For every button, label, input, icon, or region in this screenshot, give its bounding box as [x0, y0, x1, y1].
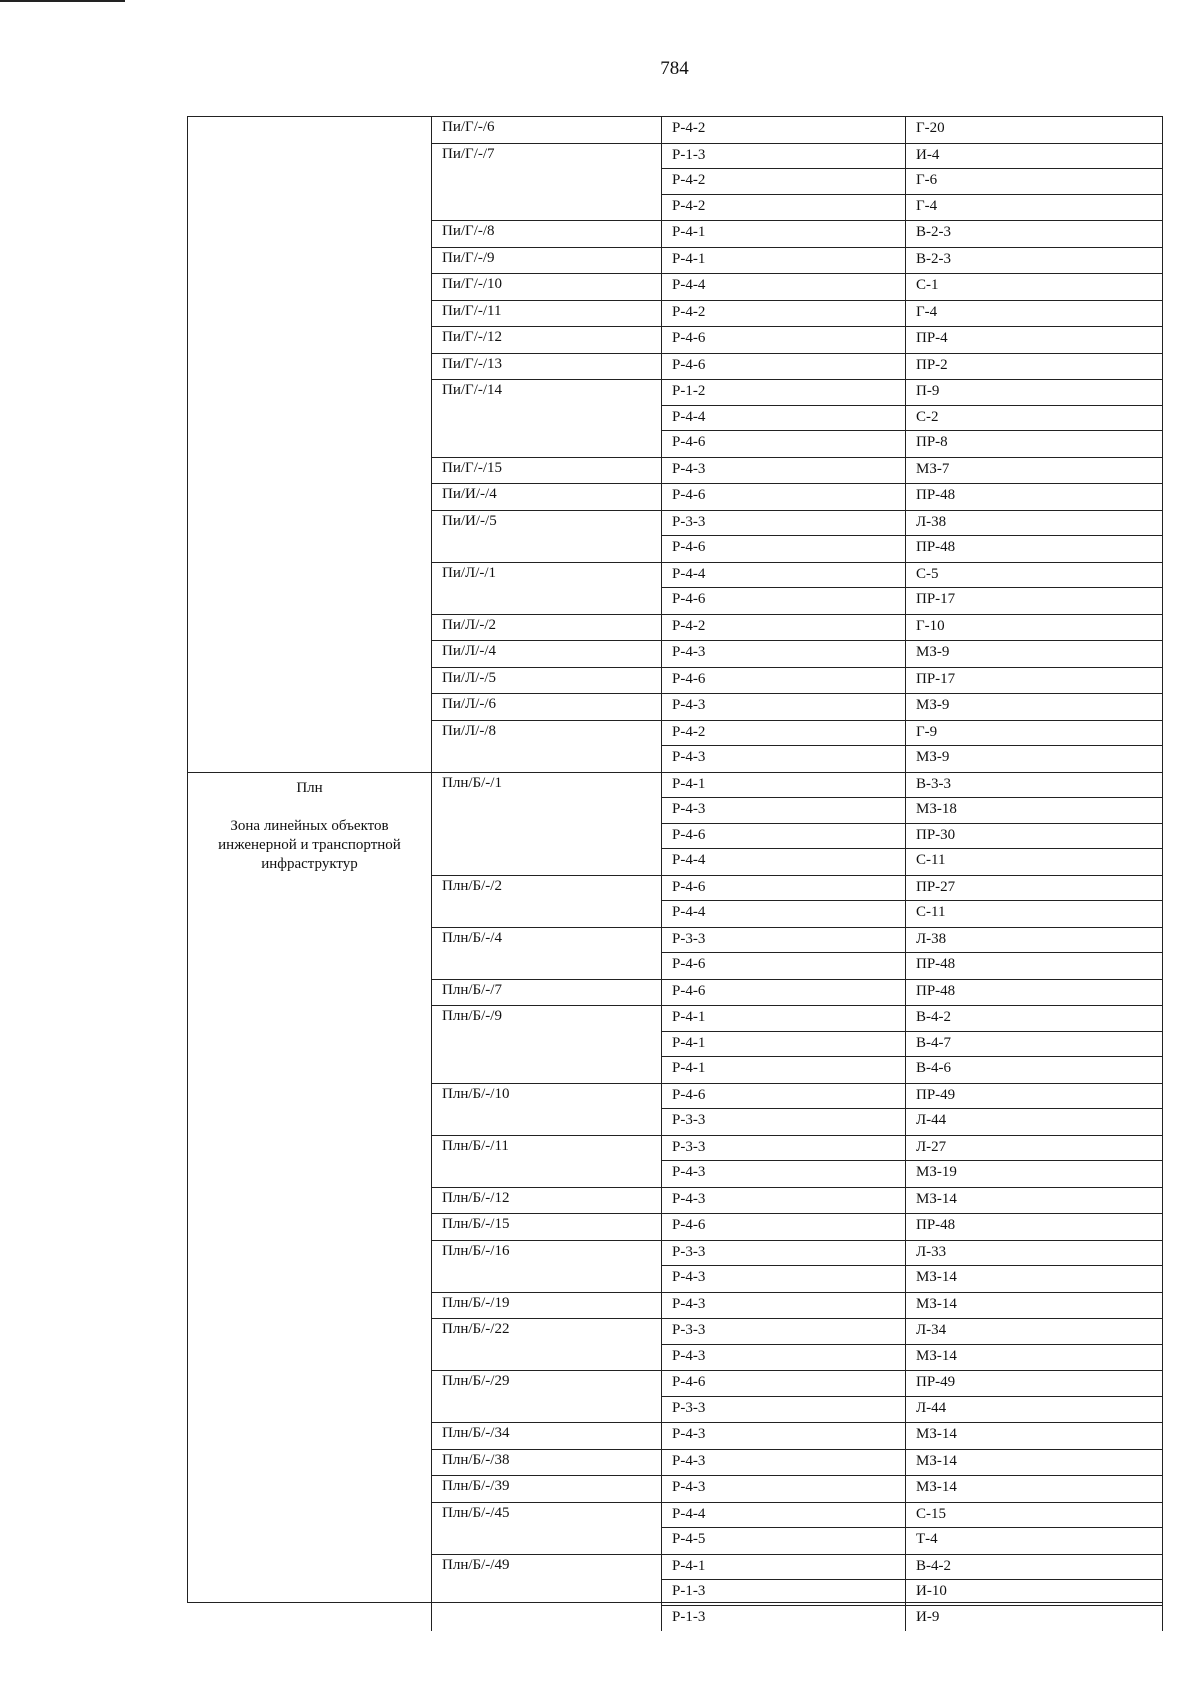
table-row — [662, 615, 1163, 641]
territory-code: МЗ-18 — [906, 798, 1163, 823]
table-row-group — [432, 248, 1163, 275]
table-row — [662, 511, 1163, 537]
zoning-table — [187, 116, 1163, 1625]
territory-code: МЗ-9 — [906, 641, 1163, 667]
table-row-group — [432, 668, 1163, 695]
table-row — [662, 327, 1163, 353]
subzone-code: Пи/Г/-/9 — [432, 248, 662, 274]
table-row-group — [432, 1503, 1163, 1555]
regulation-code: Р-4-2 — [662, 615, 906, 641]
table-row — [662, 849, 1163, 875]
table-row-group — [432, 221, 1163, 248]
table-row — [662, 588, 1163, 614]
regulation-code: Р-1-3 — [662, 1606, 906, 1632]
table-row — [662, 274, 1163, 300]
subzone-code: Пи/Л/-/2 — [432, 615, 662, 641]
zone-cell — [188, 773, 432, 1632]
table-row — [662, 1503, 1163, 1529]
table-row — [662, 1528, 1163, 1554]
territory-code: ПР-4 — [906, 327, 1163, 353]
subzone-code: Плн/Б/-/45 — [432, 1503, 662, 1554]
table-row-group — [432, 1084, 1163, 1136]
table-row — [662, 1161, 1163, 1187]
table-row — [662, 354, 1163, 380]
regulation-code: Р-4-1 — [662, 1057, 906, 1083]
table-row-group — [432, 773, 1163, 876]
table-row-group — [432, 721, 1163, 772]
table-row-group — [432, 380, 1163, 458]
zone-name: Зона линейных объектов инженерной и транспортной инфраструктур — [218, 818, 401, 872]
territory-code: МЗ-14 — [906, 1266, 1163, 1292]
regulation-code: Р-4-3 — [662, 641, 906, 667]
table-row-group — [432, 327, 1163, 354]
table-row-group — [432, 1371, 1163, 1423]
corner-rule — [0, 0, 125, 2]
table-row-group — [432, 1214, 1163, 1241]
subzone-code: Пи/Л/-/8 — [432, 721, 662, 772]
territory-code: МЗ-14 — [906, 1345, 1163, 1371]
territory-code: МЗ-9 — [906, 746, 1163, 772]
regulation-code: Р-4-3 — [662, 1423, 906, 1449]
page-number: 784 — [660, 58, 689, 79]
subzone-code: Плн/Б/-/38 — [432, 1450, 662, 1476]
table-row-group — [432, 1319, 1163, 1371]
territory-code: С-15 — [906, 1503, 1163, 1528]
territory-code: Г-6 — [906, 169, 1163, 194]
table-row-group — [432, 563, 1163, 615]
territory-code: МЗ-14 — [906, 1188, 1163, 1214]
regulation-code: Р-4-4 — [662, 901, 906, 927]
table-row — [662, 1136, 1163, 1162]
territory-code: ПР-48 — [906, 536, 1163, 562]
table-row — [662, 928, 1163, 954]
territory-code: Л-38 — [906, 928, 1163, 953]
table-row — [662, 1319, 1163, 1345]
subzone-code: Пи/Г/-/7 — [432, 144, 662, 221]
regulation-code: Р-4-6 — [662, 354, 906, 380]
regulation-code: Р-1-2 — [662, 380, 906, 405]
subzone-code: Плн/Б/-/9 — [432, 1006, 662, 1083]
regulation-code: Р-3-3 — [662, 1319, 906, 1344]
territory-code: Л-44 — [906, 1109, 1163, 1135]
table-row — [662, 1214, 1163, 1240]
territory-code: МЗ-14 — [906, 1476, 1163, 1502]
table-row-group — [432, 511, 1163, 563]
regulation-code: Р-4-1 — [662, 1032, 906, 1057]
territory-code: Г-9 — [906, 721, 1163, 746]
table-row — [662, 1580, 1163, 1606]
territory-code: И-4 — [906, 144, 1163, 169]
table-row — [662, 1032, 1163, 1058]
territory-code: П-9 — [906, 380, 1163, 405]
table-row-group — [432, 1555, 1163, 1632]
regulation-code: Р-4-4 — [662, 1503, 906, 1528]
regulation-code: Р-4-6 — [662, 876, 906, 901]
subzone-code: Пи/Л/-/5 — [432, 668, 662, 694]
table-row — [662, 721, 1163, 747]
subzone-code: Пи/Г/-/12 — [432, 327, 662, 353]
territory-code: В-3-3 — [906, 773, 1163, 798]
regulation-code: Р-4-3 — [662, 1450, 906, 1476]
table-row — [662, 380, 1163, 406]
territory-code: Л-44 — [906, 1397, 1163, 1423]
regulation-code: Р-4-2 — [662, 169, 906, 194]
regulation-code: Р-4-3 — [662, 1293, 906, 1319]
territory-code: С-11 — [906, 849, 1163, 875]
territory-code: Л-34 — [906, 1319, 1163, 1344]
table-row-group — [432, 1136, 1163, 1188]
table-row — [662, 824, 1163, 850]
table-row — [662, 117, 1163, 143]
table-row-group — [432, 1476, 1163, 1503]
table-row-group — [432, 928, 1163, 980]
subzone-code: Плн/Б/-/49 — [432, 1555, 662, 1632]
territory-code: МЗ-9 — [906, 694, 1163, 720]
table-row — [662, 1006, 1163, 1032]
table-row-group — [432, 1423, 1163, 1450]
table-row — [662, 1476, 1163, 1502]
regulation-code: Р-3-3 — [662, 928, 906, 953]
territory-code: МЗ-14 — [906, 1450, 1163, 1476]
table-row — [662, 1266, 1163, 1292]
regulation-code: Р-3-3 — [662, 1136, 906, 1161]
subzone-code: Плн/Б/-/34 — [432, 1423, 662, 1449]
table-row — [662, 221, 1163, 247]
territory-code: МЗ-7 — [906, 458, 1163, 484]
regulation-code: Р-4-6 — [662, 824, 906, 849]
table-row — [662, 301, 1163, 327]
regulation-code: Р-1-3 — [662, 144, 906, 169]
territory-code: И-9 — [906, 1606, 1163, 1632]
territory-code: ПР-2 — [906, 354, 1163, 380]
table-row — [662, 773, 1163, 799]
regulation-code: Р-4-3 — [662, 1266, 906, 1292]
territory-code: ПР-49 — [906, 1084, 1163, 1109]
table-row-group — [432, 615, 1163, 642]
subzone-code: Плн/Б/-/29 — [432, 1371, 662, 1422]
table-row-group — [432, 876, 1163, 928]
regulation-code: Р-4-6 — [662, 980, 906, 1006]
regulation-code: Р-4-6 — [662, 536, 906, 562]
regulation-code: Р-4-3 — [662, 1345, 906, 1371]
territory-code: Л-27 — [906, 1136, 1163, 1161]
table-row — [662, 484, 1163, 510]
regulation-code: Р-3-3 — [662, 1241, 906, 1266]
regulation-code: Р-4-6 — [662, 588, 906, 614]
territory-code: МЗ-14 — [906, 1423, 1163, 1449]
regulation-code: Р-4-6 — [662, 1214, 906, 1240]
territory-code: В-4-6 — [906, 1057, 1163, 1083]
table-row — [662, 458, 1163, 484]
subzone-code: Пи/Г/-/6 — [432, 117, 662, 143]
regulation-code: Р-4-3 — [662, 1188, 906, 1214]
territory-code: Г-20 — [906, 117, 1163, 143]
table-row — [662, 1293, 1163, 1319]
regulation-code: Р-1-3 — [662, 1580, 906, 1605]
territory-code: С-2 — [906, 406, 1163, 431]
regulation-code: Р-4-4 — [662, 406, 906, 431]
regulation-code: Р-4-4 — [662, 274, 906, 300]
table-row — [662, 980, 1163, 1006]
zone-row — [188, 117, 1163, 773]
table-row — [662, 1057, 1163, 1083]
table-row-group — [432, 694, 1163, 721]
territory-code: Г-4 — [906, 301, 1163, 327]
regulation-code: Р-4-6 — [662, 327, 906, 353]
regulation-code: Р-4-6 — [662, 953, 906, 979]
regulation-code: Р-4-1 — [662, 1006, 906, 1031]
subzone-code: Пи/Г/-/10 — [432, 274, 662, 300]
table-row-group — [432, 1188, 1163, 1215]
table-row — [662, 1188, 1163, 1214]
table-row-group — [432, 980, 1163, 1007]
territory-code: В-4-2 — [906, 1555, 1163, 1580]
subzone-code: Плн/Б/-/22 — [432, 1319, 662, 1370]
table-row — [662, 536, 1163, 562]
territory-code: Л-38 — [906, 511, 1163, 536]
table-row — [662, 431, 1163, 457]
regulation-code: Р-4-1 — [662, 221, 906, 247]
regulation-code: Р-4-4 — [662, 563, 906, 588]
regulation-code: Р-3-3 — [662, 511, 906, 536]
table-row — [662, 641, 1163, 667]
territory-code: С-5 — [906, 563, 1163, 588]
table-row — [662, 144, 1163, 170]
regulation-code: Р-4-6 — [662, 1371, 906, 1396]
table-row-group — [432, 641, 1163, 668]
table-row — [662, 1555, 1163, 1581]
table-row — [662, 1423, 1163, 1449]
table-row-group — [432, 1241, 1163, 1293]
subzone-code: Пи/Г/-/15 — [432, 458, 662, 484]
table-row — [662, 1397, 1163, 1423]
table-row — [662, 1371, 1163, 1397]
territory-code: С-1 — [906, 274, 1163, 300]
territory-code: С-11 — [906, 901, 1163, 927]
subzone-code: Пи/Г/-/8 — [432, 221, 662, 247]
table-row-group — [432, 354, 1163, 381]
regulation-code: Р-4-3 — [662, 458, 906, 484]
territory-code: ПР-27 — [906, 876, 1163, 901]
zone-cell — [188, 117, 432, 772]
table-row — [662, 169, 1163, 195]
table-row-group — [432, 274, 1163, 301]
table-row — [662, 694, 1163, 720]
subzone-code: Плн/Б/-/1 — [432, 773, 662, 875]
subzone-code: Пи/И/-/4 — [432, 484, 662, 510]
subzone-code: Пи/И/-/5 — [432, 511, 662, 562]
regulation-code: Р-4-4 — [662, 849, 906, 875]
territory-code: МЗ-19 — [906, 1161, 1163, 1187]
territory-code: ПР-17 — [906, 668, 1163, 694]
table-row — [662, 406, 1163, 432]
territory-code: ПР-17 — [906, 588, 1163, 614]
subzone-code: Плн/Б/-/12 — [432, 1188, 662, 1214]
subzone-code: Пи/Г/-/11 — [432, 301, 662, 327]
zone-code: Плн — [296, 779, 323, 796]
regulation-code: Р-4-1 — [662, 773, 906, 798]
table-row — [662, 1450, 1163, 1476]
subzone-code: Плн/Б/-/4 — [432, 928, 662, 979]
regulation-code: Р-3-3 — [662, 1109, 906, 1135]
territory-code: ПР-30 — [906, 824, 1163, 849]
table-row-group — [432, 144, 1163, 222]
territory-code: И-10 — [906, 1580, 1163, 1605]
table-row-group — [432, 1293, 1163, 1320]
table-row — [662, 1241, 1163, 1267]
subzone-code: Пи/Г/-/14 — [432, 380, 662, 457]
territory-code: В-2-3 — [906, 248, 1163, 274]
table-row — [662, 746, 1163, 772]
territory-code: В-2-3 — [906, 221, 1163, 247]
regulation-code: Р-4-3 — [662, 694, 906, 720]
table-row — [662, 876, 1163, 902]
table-row-group — [432, 117, 1163, 144]
regulation-code: Р-4-6 — [662, 484, 906, 510]
regulation-code: Р-4-1 — [662, 248, 906, 274]
table-row — [662, 563, 1163, 589]
regulation-code: Р-4-3 — [662, 1476, 906, 1502]
table-row-group — [432, 458, 1163, 485]
territory-code: ПР-49 — [906, 1371, 1163, 1396]
table-row-group — [432, 1006, 1163, 1084]
regulation-code: Р-4-2 — [662, 195, 906, 221]
subzone-code: Плн/Б/-/19 — [432, 1293, 662, 1319]
subzone-code: Плн/Б/-/16 — [432, 1241, 662, 1292]
subzone-code: Плн/Б/-/11 — [432, 1136, 662, 1187]
regulation-code: Р-4-5 — [662, 1528, 906, 1554]
regulation-code: Р-4-3 — [662, 798, 906, 823]
subzone-code: Плн/Б/-/39 — [432, 1476, 662, 1502]
table-row-group — [432, 301, 1163, 328]
regulation-code: Р-4-3 — [662, 746, 906, 772]
table-row — [662, 798, 1163, 824]
table-row-group — [432, 484, 1163, 511]
subzone-code: Плн/Б/-/15 — [432, 1214, 662, 1240]
regulation-code: Р-4-2 — [662, 721, 906, 746]
table-row-group — [432, 1450, 1163, 1477]
table-row — [662, 195, 1163, 221]
table-row — [662, 1345, 1163, 1371]
regulation-code: Р-4-6 — [662, 1084, 906, 1109]
subzone-code: Пи/Г/-/13 — [432, 354, 662, 380]
territory-code: ПР-48 — [906, 953, 1163, 979]
subzone-code: Плн/Б/-/2 — [432, 876, 662, 927]
territory-code: В-4-2 — [906, 1006, 1163, 1031]
subzone-code: Плн/Б/-/10 — [432, 1084, 662, 1135]
regulation-code: Р-4-3 — [662, 1161, 906, 1187]
territory-code: ПР-48 — [906, 980, 1163, 1006]
table-row — [662, 1606, 1163, 1632]
territory-code: МЗ-14 — [906, 1293, 1163, 1319]
territory-code: ПР-48 — [906, 1214, 1163, 1240]
table-row — [662, 248, 1163, 274]
table-row — [662, 1084, 1163, 1110]
regulation-code: Р-4-2 — [662, 117, 906, 143]
regulation-code: Р-3-3 — [662, 1397, 906, 1423]
regulation-code: Р-4-1 — [662, 1555, 906, 1580]
regulation-code: Р-4-6 — [662, 668, 906, 694]
subzone-code: Плн/Б/-/7 — [432, 980, 662, 1006]
regulation-code: Р-4-2 — [662, 301, 906, 327]
subzone-code: Пи/Л/-/4 — [432, 641, 662, 667]
zone-row — [188, 773, 1163, 1632]
subzone-code: Пи/Л/-/1 — [432, 563, 662, 614]
territory-code: Г-4 — [906, 195, 1163, 221]
table-row — [662, 1109, 1163, 1135]
table-row — [662, 953, 1163, 979]
territory-code: ПР-8 — [906, 431, 1163, 457]
table-row — [662, 668, 1163, 694]
territory-code: ПР-48 — [906, 484, 1163, 510]
table-row — [662, 901, 1163, 927]
territory-code: Л-33 — [906, 1241, 1163, 1266]
territory-code: Г-10 — [906, 615, 1163, 641]
subzone-code: Пи/Л/-/6 — [432, 694, 662, 720]
regulation-code: Р-4-6 — [662, 431, 906, 457]
territory-code: Т-4 — [906, 1528, 1163, 1554]
territory-code: В-4-7 — [906, 1032, 1163, 1057]
